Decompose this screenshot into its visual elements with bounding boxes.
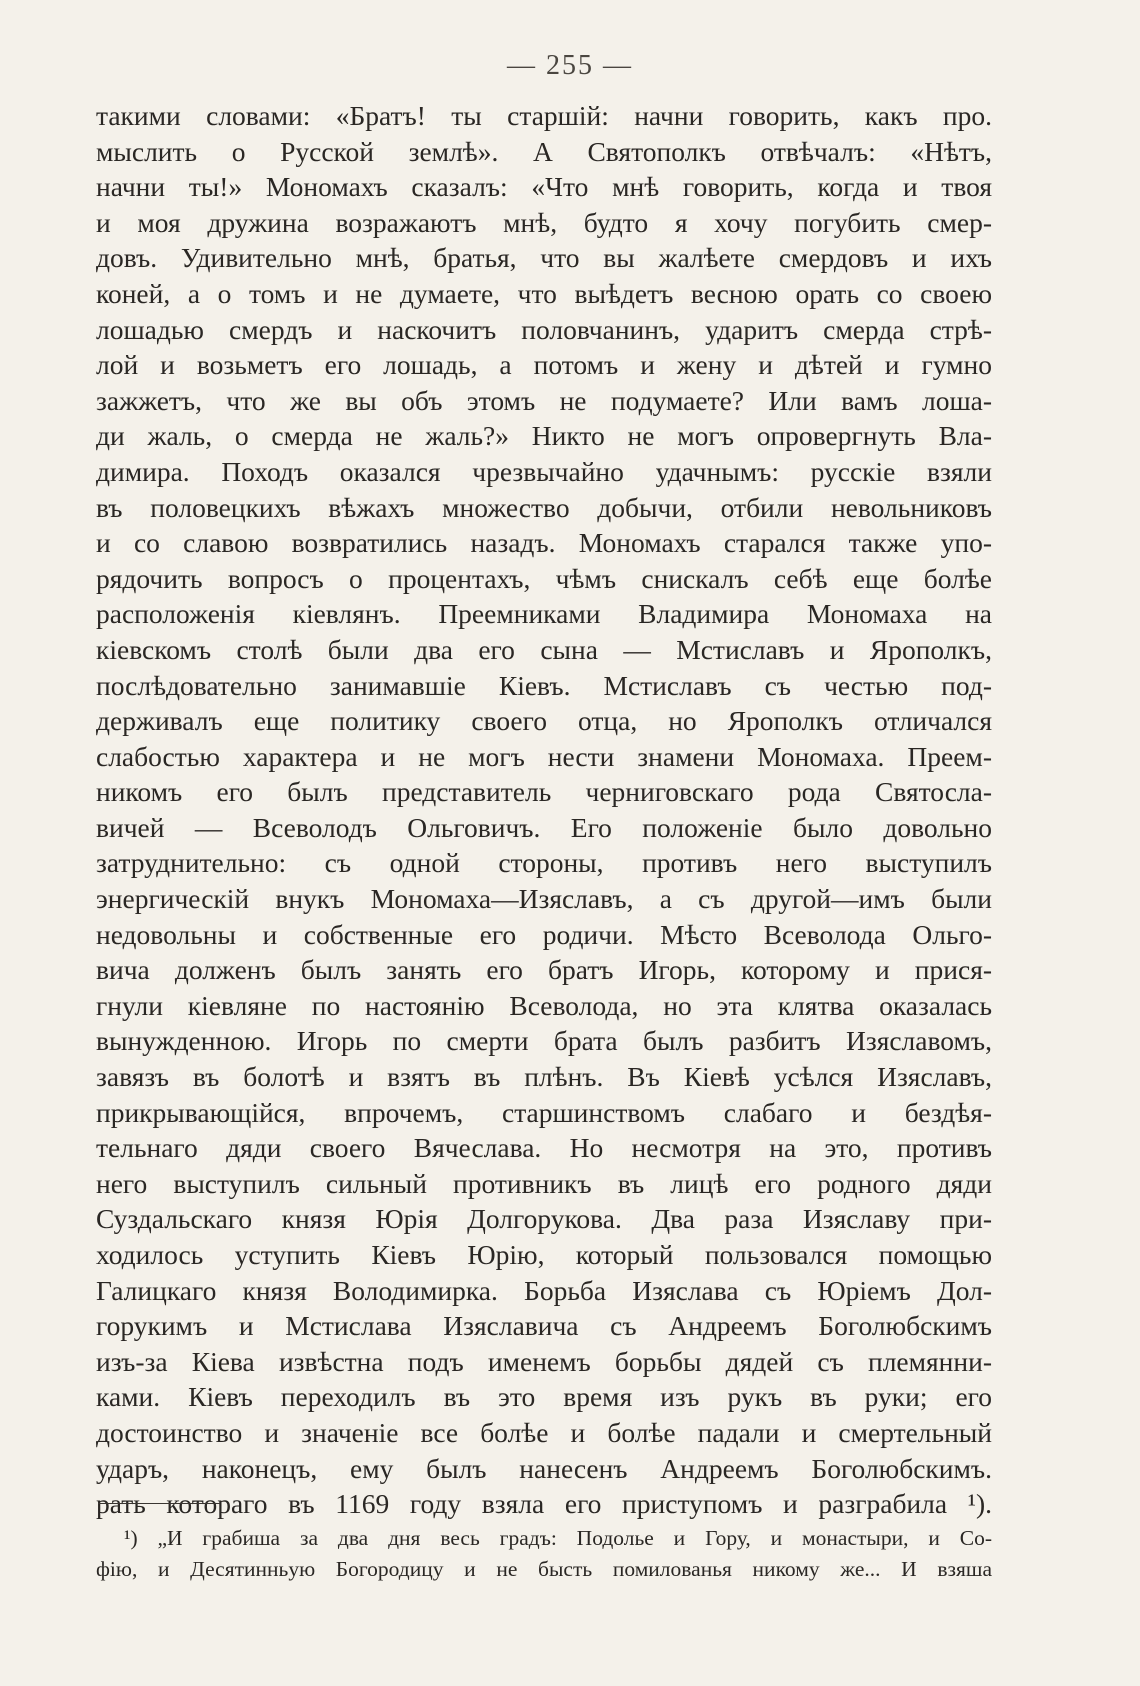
text-line: ди жаль, о смерда не жаль?» Никто не могъ опровергнуть Вла-	[96, 420, 992, 452]
text-line: изъ-за Кіева извѣстна подъ именемъ борьбы дядей съ племянни-	[96, 1345, 992, 1377]
text-line: расположенія кіевлянъ. Преемниками Владимира Мономаха на	[96, 598, 992, 630]
text-line: довъ. Удивительно мнѣ, братья, что вы жалѣете смердовъ и ихъ	[96, 242, 992, 274]
text-line: Суздальскаго князя Юрія Долгорукова. Два раза Изяславу при-	[96, 1203, 992, 1235]
text-line: и моя дружина возражаютъ мнѣ, будто я хочу погубить смер-	[96, 206, 992, 238]
text-line: него выступилъ сильный противникъ въ лицѣ его родного дяди	[96, 1167, 992, 1199]
text-line: завязъ въ болотѣ и взятъ въ плѣнъ. Въ Кіевѣ усѣлся Изяславъ,	[96, 1061, 992, 1093]
text-line: Галицкаго князя Володимирка. Борьба Изяслава съ Юріемъ Дол-	[96, 1274, 992, 1306]
page-number: — 255 —	[507, 50, 633, 81]
text-line: димира. Походъ оказался чрезвычайно удачнымъ: русскіе взяли	[96, 455, 992, 487]
text-line: рядочить вопросъ о процентахъ, чѣмъ снискалъ себѣ еще болѣе	[96, 562, 992, 594]
text-line: въ половецкихъ вѣжахъ множество добычи, отбили невольниковъ	[96, 491, 992, 523]
text-line: ками. Кіевъ переходилъ въ это время изъ рукъ въ руки; его	[96, 1381, 992, 1413]
main-text	[96, 98, 992, 1522]
text-line: вича долженъ былъ занять его братъ Игорь, которому и прися-	[96, 954, 992, 986]
text-line: зажжетъ, что же вы объ этомъ не подумаете? Или вамъ лоша-	[96, 384, 992, 416]
text-line: лой и возьметъ его лошадь, а потомъ и жену и дѣтей и гумно	[96, 349, 992, 381]
text-line: лошадью смердъ и наскочитъ половчанинъ, ударитъ смерда стрѣ-	[96, 313, 992, 345]
text-line: ударъ, наконецъ, ему былъ нанесенъ Андреемъ Боголюбскимъ.	[96, 1452, 992, 1484]
footnote-line: фію, и Десятинньую Богородицу и не бысть помилованья никому же... И взяша	[96, 1557, 992, 1581]
text-line: такими словами: «Братъ! ты старшій: начни говорить, какъ про.	[96, 100, 992, 131]
text-line: кіевскомъ столѣ были два его сына — Мстиславъ и Ярополкъ,	[96, 633, 992, 665]
footnote-line: ¹) „И грабиша за два дня весь градъ: Подолье и Гору, и монастыри, и Со-	[124, 1526, 992, 1550]
text-line: прикрывающійся, впрочемъ, старшинствомъ слабаго и бездѣя-	[96, 1096, 992, 1128]
text-line: и со славою возвратились назадъ. Мономахъ старался также упо-	[96, 527, 992, 559]
text-line: вичей — Всеволодъ Ольговичъ. Его положеніе было довольно	[96, 811, 992, 843]
text-line: послѣдовательно занимавшіе Кіевъ. Мстиславъ съ честью под-	[96, 669, 992, 701]
text-line: гнули кіевляне по настоянію Всеволода, но эта клятва оказалась	[96, 989, 992, 1021]
text-line: никомъ его былъ представитель черниговскаго рода Святосла-	[96, 776, 992, 808]
text-line: ходилось уступить Кіевъ Юрію, который пользовался помощью	[96, 1239, 992, 1270]
footnotes	[96, 1523, 992, 1585]
text-line: недовольны и собственные его родичи. Мѣсто Всеволода Ольго-	[96, 918, 992, 950]
text-line: вынужденною. Игорь по смерти брата былъ разбитъ Изяславомъ,	[96, 1025, 992, 1057]
text-line: начни ты!» Мономахъ сказалъ: «Что мнѣ говорить, когда и твоя	[96, 171, 992, 203]
text-line: рать котораго въ 1169 году взяла его приступомъ и разграбила ¹).	[96, 1488, 992, 1520]
text-line: достоинство и значеніе все болѣе и болѣе падали и смертельный	[96, 1416, 992, 1448]
text-line: энергическій внукъ Мономаха—Изяславъ, а съ другой—имъ были	[96, 883, 992, 915]
text-line: мыслить о Русской землѣ». А Святополкъ отвѣчалъ: «Нѣтъ,	[96, 135, 992, 167]
text-line: слабостью характера и не могъ нести знамени Мономаха. Преем-	[96, 740, 992, 772]
text-line: горукимъ и Мстислава Изяславича съ Андреемъ Боголюбскимъ	[96, 1310, 992, 1342]
text-line: тельнаго дяди своего Вячеслава. Но несмотря на это, противъ	[96, 1132, 992, 1164]
footnote-divider	[98, 1503, 220, 1504]
text-line: держивалъ еще политику своего отца, но Ярополкъ отличался	[96, 705, 992, 737]
text-line: коней, а о томъ и не думаете, что выѣдетъ весною орать со своею	[96, 277, 992, 309]
text-line: затруднительно: съ одной стороны, противъ него выступилъ	[96, 847, 992, 879]
